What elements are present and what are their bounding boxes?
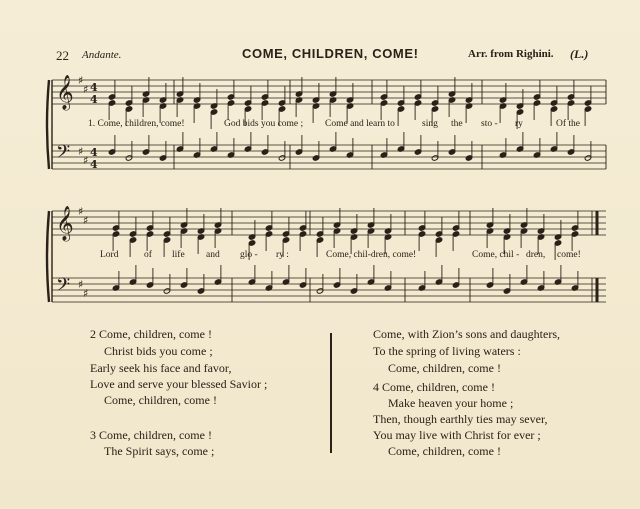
verse-left-line-1: 2 Come, children, come ! <box>90 327 212 341</box>
lyric-line1-3: Come and learn to <box>325 119 395 129</box>
lyric-line2-2: of <box>144 250 152 260</box>
lyric-line2-1: Lord <box>100 250 119 260</box>
lyric-line2-7: Come, chil-dren, come! <box>326 250 417 260</box>
lyric-line2-5: glo - <box>240 250 258 260</box>
verse-divider <box>330 333 332 453</box>
verse-right-line-4: 4 Come, children, come ! <box>373 380 495 394</box>
verse-left-line-5: Come, children, come ! <box>104 393 217 407</box>
verse-right-line-8: Come, children, come ! <box>388 444 501 458</box>
system-1-treble-clef: 𝄞 <box>56 75 74 110</box>
verse-right-line-7: You may live with Christ for ever ; <box>373 428 541 442</box>
lyric-line2-3: life <box>172 250 185 260</box>
lyric-line2-6: ry : <box>276 250 289 260</box>
lyric-line2-8: Come, chil - <box>472 250 520 260</box>
tempo-marking: Andante. <box>82 49 122 61</box>
system-1-bass-clef: 𝄢 <box>56 142 71 167</box>
system-1-time-b-bot: 4 <box>90 158 98 171</box>
page-number: 22 <box>56 48 69 63</box>
lyric-line2-9: dren, <box>526 250 546 260</box>
lyric-line1-5: the <box>451 119 463 129</box>
system-1-key-b2: ♯ <box>83 154 89 167</box>
system-1-brace <box>47 80 49 169</box>
lyric-line1-1: 1. Come, children, come! <box>88 119 185 129</box>
system-2-key-t2: ♯ <box>83 214 89 227</box>
hymn-title: COME, CHILDREN, COME! <box>242 46 419 61</box>
system-2-brace <box>47 211 49 302</box>
system-1-key-b1: ♯ <box>78 145 84 158</box>
verse-right-line-6: Then, though earthly ties may sever, <box>373 412 548 426</box>
system-1-time-b-top: 4 <box>90 146 98 159</box>
system-1-key-t2: ♯ <box>83 83 89 96</box>
system-2-bass-clef: 𝄢 <box>56 275 71 300</box>
lyric-line1-8: Of the <box>556 119 581 129</box>
verse-right-line-5: Make heaven your home ; <box>388 396 514 410</box>
system-2-key-b2: ♯ <box>83 287 89 300</box>
verse-right-line-2: To the spring of living waters : <box>373 344 521 358</box>
system-1-time-t-top: 4 <box>90 81 98 94</box>
system-1-time-t-bot: 4 <box>90 93 98 106</box>
verse-left-line-4: Love and serve your blessed Savior ; <box>90 377 268 391</box>
arranger-credit: Arr. from Righini. <box>468 48 554 60</box>
system-2-key-t1: ♯ <box>78 205 84 218</box>
verse-left-line-2: Christ bids you come ; <box>104 344 213 358</box>
system-2-key-b1: ♯ <box>78 278 84 291</box>
verse-right-line-3: Come, children, come ! <box>388 361 501 375</box>
verse-left-line-6: 3 Come, children, come ! <box>90 428 212 442</box>
verse-left-line-3: Early seek his face and favor, <box>90 361 232 375</box>
system-1-key-t1: ♯ <box>78 74 84 87</box>
verse-right-line-1: Come, with Zion’s sons and daughters, <box>373 327 560 341</box>
system-2-treble-clef: 𝄞 <box>56 206 74 241</box>
meter-mark: (L.) <box>570 47 589 61</box>
lyric-line2-10: come! <box>557 250 581 260</box>
lyric-line2-4: and <box>206 250 220 260</box>
verse-left-line-7: The Spirit says, come ; <box>104 444 215 458</box>
lyric-line1-7: ry <box>515 119 523 129</box>
lyric-line1-4: sing <box>422 119 438 129</box>
lyric-line1-2: God bids you come ; <box>224 119 304 129</box>
lyric-line1-6: sto - <box>481 119 498 129</box>
